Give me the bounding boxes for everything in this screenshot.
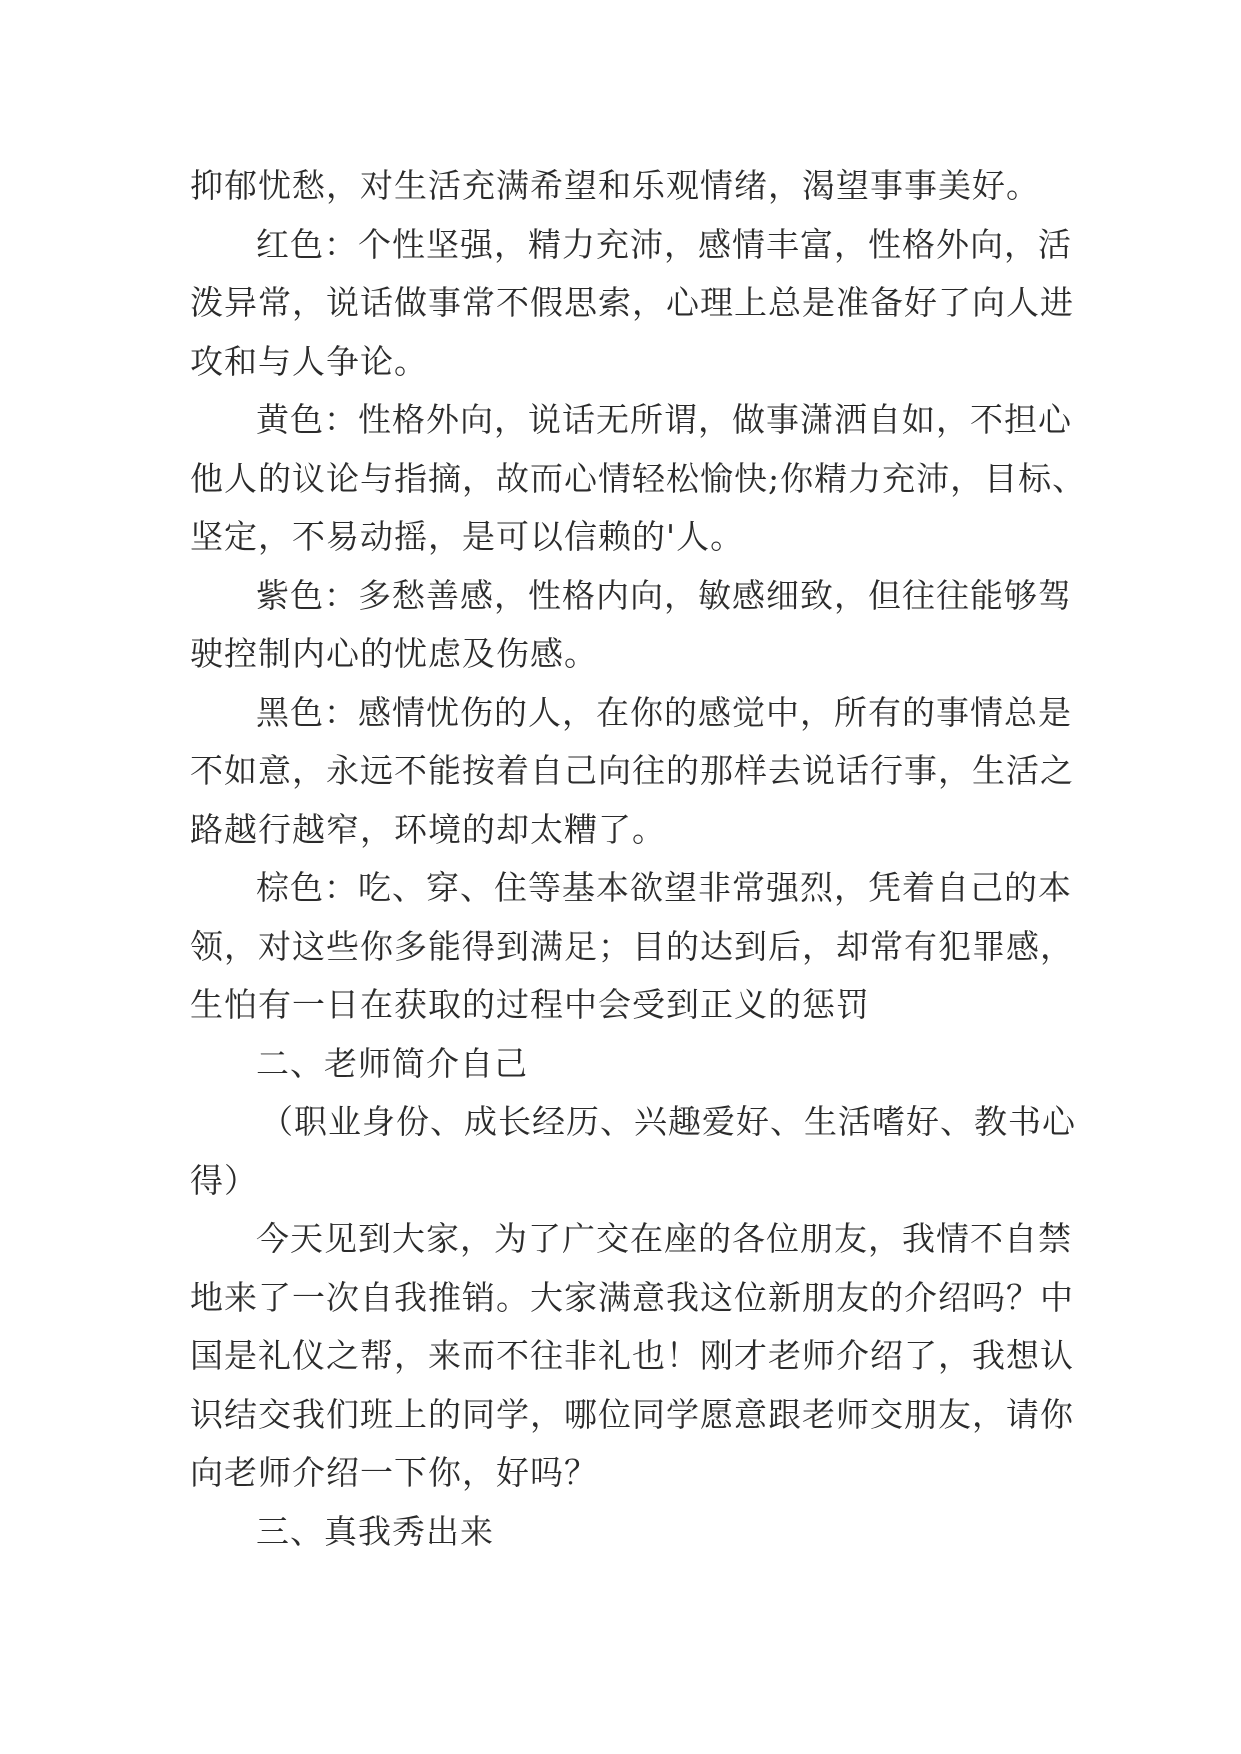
text-line: 坚定，不易动摇，是可以信赖的'人。 <box>190 517 745 556</box>
section-heading: 三、真我秀出来 <box>256 1511 494 1551</box>
document-body <box>190 157 1087 1561</box>
text-line: 识结交我们班上的同学，哪位同学愿意跟老师交朋友，请你 <box>190 1394 1074 1434</box>
text-line: 今天见到大家，为了广交在座的各位朋友，我情不自禁 <box>256 1219 1072 1258</box>
text-line: 抑郁忧愁，对生活充满希望和乐观情绪，渴望事事美好。 <box>190 166 1040 205</box>
text-line: 驶控制内心的忧虑及伤感。 <box>190 634 598 673</box>
text-line: 黄色：性格外向，说话无所谓，做事潇洒自如，不担心 <box>256 400 1072 439</box>
text-line: 领，对这些你多能得到满足；目的达到后，却常有犯罪感， <box>190 926 1074 966</box>
text-line: 路越行越窄，环境的却太糟了。 <box>190 809 666 849</box>
text-line: 棕色：吃、穿、住等基本欲望非常强烈，凭着自己的本 <box>256 868 1072 907</box>
text-line: （职业身份、成长经历、兴趣爱好、生活嗜好、教书心 <box>260 1102 1076 1141</box>
text-line: 他人的议论与指摘，故而心情轻松愉快;你精力充沛，目标、 <box>190 458 1087 498</box>
text-line: 向老师介绍一下你，好吗？ <box>190 1453 598 1492</box>
text-line: 红色：个性坚强，精力充沛，感情丰富，性格外向，活 <box>256 224 1072 264</box>
text-line: 国是礼仪之帮，来而不往非礼也！刚才老师介绍了，我想认 <box>190 1336 1074 1375</box>
section-heading: 二、老师简介自己 <box>256 1043 528 1083</box>
text-line: 生怕有一日在获取的过程中会受到正义的惩罚 <box>190 985 870 1024</box>
text-line: 泼异常，说话做事常不假思索，心理上总是准备好了向人进 <box>190 283 1074 322</box>
text-line: 地来了一次自我推销。大家满意我这位新朋友的介绍吗？中 <box>190 1277 1074 1317</box>
text-line: 紫色：多愁善感，性格内向，敏感细致，但往往能够驾 <box>256 575 1072 615</box>
text-line: 不如意，永远不能按着自己向往的那样去说话行事，生活之 <box>190 751 1074 790</box>
text-line: 得） <box>190 1160 258 1200</box>
text-line: 攻和与人争论。 <box>190 341 428 381</box>
text-line: 黑色：感情忧伤的人，在你的感觉中，所有的事情总是 <box>256 692 1072 732</box>
